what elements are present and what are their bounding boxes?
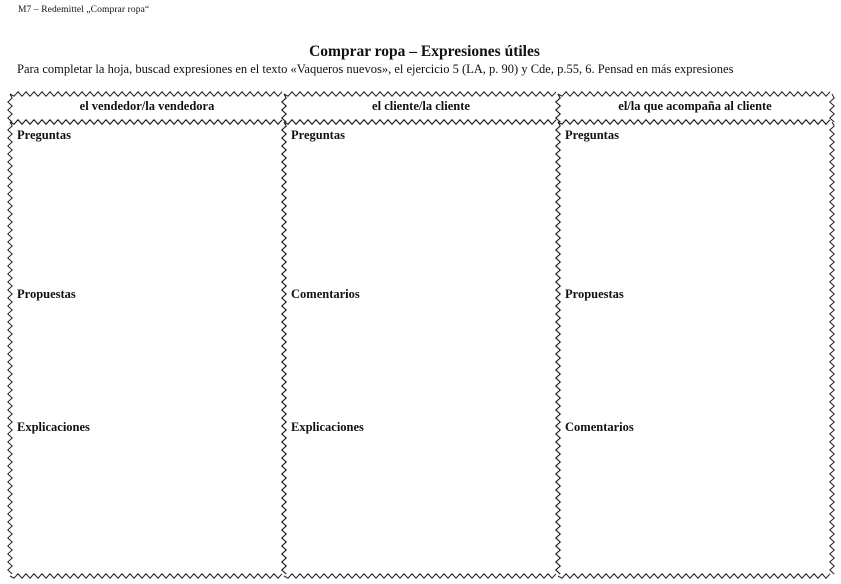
vendedor-body-cell-border xyxy=(8,120,286,578)
instructions: Para completar la hoja, buscad expresiones en el texto «Vaqueros nuevos», el ejercicio 5 (LA, p. 90) y Cde, p.55, 6. Pensad en más expresiones xyxy=(17,62,734,76)
vendedor-section-explicaciones: Explicaciones xyxy=(17,420,90,434)
page-title: Comprar ropa – Expresiones útiles xyxy=(309,43,540,60)
acompanante-section-propuestas: Propuestas xyxy=(565,287,624,301)
cliente-section-explicaciones: Explicaciones xyxy=(291,420,364,434)
cliente-section-preguntas: Preguntas xyxy=(291,128,345,142)
acompanante-section-preguntas: Preguntas xyxy=(565,128,619,142)
column-heading-vendedor: el vendedor/la vendedora xyxy=(79,99,215,113)
header-note: M7 – Redemittel „Comprar ropa“ xyxy=(18,5,150,15)
cliente-body-cell-border xyxy=(282,120,560,578)
column-heading-cliente: el cliente/la cliente xyxy=(372,99,470,113)
column-heading-acompanante: el/la que acompaña al cliente xyxy=(618,99,772,113)
vendedor-section-propuestas: Propuestas xyxy=(17,287,76,301)
cliente-section-comentarios: Comentarios xyxy=(291,287,360,301)
acompanante-body-cell-border xyxy=(556,120,834,578)
vendedor-section-preguntas: Preguntas xyxy=(17,128,71,142)
acompanante-section-comentarios: Comentarios xyxy=(565,420,634,434)
